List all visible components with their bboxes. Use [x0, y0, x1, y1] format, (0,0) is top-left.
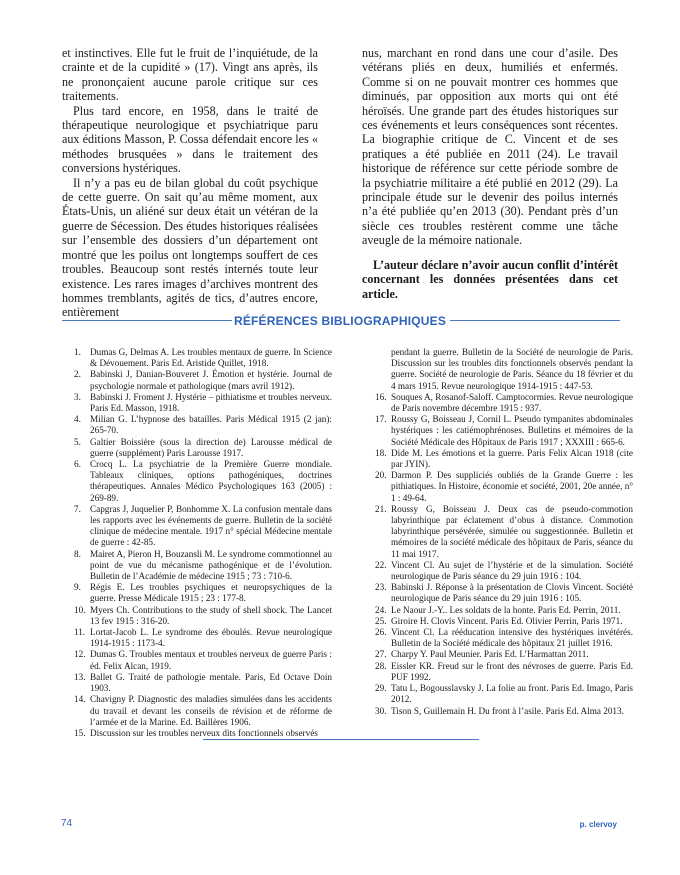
- bottom-rule: [203, 739, 479, 740]
- reference-number: 21.: [375, 503, 387, 514]
- reference-number: 15.: [74, 727, 86, 738]
- reference-number: 9.: [74, 582, 81, 593]
- body-paragraph: Il n’y a pas eu de bilan global du coût psychique de cette guerre. On sait qu’au même moment, aux États-Unis, un aliéné sur deux était un vétéran de la guerre de Sécession. Des études historiques réalisées sur l’ensemble des dossiers d’un département ont montré que les poilus ont longtemps souffert de ces troubles. Beaucoup sont restés internés toute leur existence. Les rares images d’archives montrent des hommes tremblants, agités de tics, d’autres encore, entièrement: [62, 175, 318, 320]
- page-number: 74: [61, 818, 73, 829]
- reference-text: Charpy Y. Paul Meunier. Paris Ed. L’Harmattan 2011.: [391, 649, 589, 660]
- reference-item: [74, 437, 332, 459]
- reference-number: 1.: [74, 347, 81, 357]
- body-column-right: [362, 46, 618, 301]
- references-list-right: [375, 347, 633, 717]
- reference-text: Vincent Cl. Au sujet de l’hystérie et de la simulation. Société neurologique de Paris séance du 29 juin 1916 : 104.: [391, 559, 633, 582]
- reference-number: 22.: [375, 559, 387, 570]
- reference-text: Chavigny P. Diagnostic des maladies simulées dans les accidents du travail et devant les conseils de révision et de réforme de l’armée et de la Marine. Ed. Baillères 1906.: [90, 694, 332, 727]
- reference-item: [74, 459, 332, 504]
- reference-number: 18.: [375, 447, 387, 458]
- reference-number: 7.: [74, 503, 81, 514]
- reference-number: 25.: [375, 615, 387, 626]
- reference-number: 26.: [375, 627, 387, 638]
- reference-number: 23.: [375, 582, 387, 593]
- heading-rule-right: [450, 320, 620, 321]
- reference-item: [74, 672, 332, 694]
- reference-text: Babinski J. Froment J. Hystérie – pithiatisme et troubles nerveux. Paris Ed. Masson, 1918.: [90, 391, 332, 414]
- conflict-of-interest-statement: L’auteur déclare n’avoir aucun conflit d’intérêt concernant les données présentées dans cet article.: [362, 257, 618, 301]
- reference-text: Babinski J. Réponse à la présentation de Clovis Vincent. Société neurologique de Paris séance du 29 juin 1916 : 105.: [391, 582, 633, 604]
- reference-text: Discussion sur les troubles nerveux dits fonctionnels observés: [90, 727, 318, 738]
- reference-item: [74, 414, 332, 436]
- running-author: p. clervoy: [579, 820, 617, 829]
- body-paragraph: Plus tard encore, en 1958, dans le traité de thérapeutique neurologique et psychiatrique paru aux éditions Masson, P. Cossa défendait encore les « méthodes brusquées » dans le traitement des conversions hystériques.: [62, 103, 318, 176]
- reference-number: 6.: [74, 459, 81, 470]
- reference-text: Myers Ch. Contributions to the study of shell shock. The Lancet 13 fev 1915 : 316-20.: [90, 604, 332, 626]
- reference-text: Dide M. Les émotions et la guerre. Paris Felix Alcan 1918 (cite par JYIN).: [391, 447, 633, 470]
- reference-number: 30.: [375, 705, 387, 716]
- reference-number: 24.: [375, 604, 387, 615]
- reference-text: Ballet G. Traité de pathologie mentale. Paris, Ed Octave Doin 1903.: [90, 671, 332, 694]
- reference-item: [74, 694, 332, 728]
- reference-item: [375, 582, 633, 604]
- reference-text: Dumas G, Delmas A. Les troubles mentaux de guerre. In Science & Dévouement. Paris Ed. Aristide Quillet, 1918.: [90, 347, 332, 369]
- reference-item: [74, 392, 332, 414]
- reference-text: Milian G. L’hypnose des batailles. Paris Médical 1915 (2 jan): 265-70.: [90, 414, 332, 436]
- reference-number: 17.: [375, 414, 387, 425]
- reference-item: [375, 627, 633, 649]
- reference-text: Roussy G, Boisseau J, Cornil L. Pseudo tympanites abdominales hystériques : les catiémophrénoses. Bulletins et mémoires de la Société Médicale des Hôpitaux de Paris 1917 ; XXXIII : 665-6.: [391, 414, 633, 447]
- reference-item: [375, 661, 633, 683]
- reference-number: 3.: [74, 391, 81, 402]
- reference-number: 28.: [375, 660, 387, 671]
- reference-number: 10.: [74, 604, 86, 615]
- body-paragraph: et instinctives. Elle fut le fruit de l’inquiétude, de la crainte et de la cupidité » (17). Vingt ans après, ils ne prononçaient aucune parole critique sur ces traitements.: [62, 46, 318, 104]
- reference-item: [74, 347, 332, 369]
- reference-item: [375, 683, 633, 705]
- reference-item: [375, 504, 633, 560]
- reference-item: [74, 504, 332, 549]
- reference-item: [74, 627, 332, 649]
- reference-item: [375, 414, 633, 448]
- reference-text: Capgras J, Juquelier P, Bonhomme X. La confusion mentale dans les rapports avec les événements de guerre. Bulletin de la société clinique de médecine mentale. 1917 n° spécial Médecine mentale de guerre : 42-85.: [90, 503, 332, 548]
- reference-number: 12.: [74, 649, 86, 660]
- reference-number: 5.: [74, 436, 81, 447]
- reference-item: [74, 649, 332, 671]
- reference-item: [74, 728, 332, 739]
- reference-item: [375, 560, 633, 582]
- reference-number: 20.: [375, 470, 387, 481]
- body-column-left: [62, 46, 318, 320]
- reference-text: Souques A, Rosanof-Saloff. Camptocormies. Revue neurologique de Paris novembre décembre 1915 : 937.: [391, 391, 633, 414]
- reference-item: [375, 649, 633, 660]
- reference-number: 27.: [375, 649, 387, 660]
- reference-continuation: pendant la guerre. Bulletin de la Société de neurologie de Paris. Discussion sur les troubles dits fonctionnels observés pendant la guerre. Société de neurologie de Paris. Séance du 18 février et du 4 mars 1915. Revue neurologique 1914-1915 : 447-53.: [391, 347, 633, 391]
- reference-item: [74, 582, 332, 604]
- reference-number: 8.: [74, 548, 81, 559]
- reference-item: [74, 369, 332, 391]
- reference-number: 14.: [74, 694, 86, 705]
- reference-item: [375, 392, 633, 414]
- reference-text: Dumas G. Troubles mentaux et troubles nerveux de guerre Paris : éd. Felix Alcan, 1919.: [90, 649, 332, 671]
- reference-item: [375, 616, 633, 627]
- reference-text: Tison S, Guillemain H. Du front à l’asile. Paris Ed. Alma 2013.: [391, 705, 624, 716]
- reference-item: [375, 448, 633, 470]
- reference-text: Tatu L, Bogousslavsky J. La folie au front. Paris Ed. Imago, Paris 2012.: [391, 683, 633, 705]
- reference-number: 11.: [74, 627, 86, 638]
- reference-text: Le Naour J.-Y.. Les soldats de la honte. Paris Ed. Perrin, 2011.: [391, 604, 621, 615]
- body-paragraph: nus, marchant en rond dans une cour d’asile. Des vétérans pliés en deux, humiliés et enfermés. Comme si on ne pouvait montrer ces hommes que diminués, par opposition aux morts qui ont été héroïsés. Une grande part des études historiques sur ces événements et leurs conséquences sont récentes. La biographie critique de C. Vincent et de ses pratiques a été publiée en 2011 (24). Le travail historique de référence sur cette période sombre de la psychiatrie militaire a été publié en 2012 (29). La principale étude sur le devenir des poilus internés n’a été publiée qu’en 2013 (30). Pendant près d’un siècle ces troubles restèrent comme une tâche aveugle de la mémoire nationale.: [362, 46, 618, 248]
- reference-number: 13.: [74, 671, 86, 682]
- reference-item: [74, 549, 332, 583]
- reference-text: Lortat-Jacob L. Le syndrome des éboulés. Revue neurologique 1914-1915 : 1173-4.: [90, 627, 332, 649]
- references-list-left: [74, 347, 332, 739]
- reference-item: [375, 706, 633, 717]
- reference-text: Régis E. Les troubles psychiques et neuropsychiques de la guerre. Presse Médicale 1915 ; 23 : 177-8.: [90, 582, 332, 604]
- reference-item: [375, 470, 633, 504]
- reference-text: Vincent Cl. La rééducation intensive des hystériques invétérés. Bulletin de la Société médicale des hôpitaux 21 juillet 1916.: [391, 627, 633, 649]
- reference-number: 4.: [74, 414, 81, 425]
- reference-text: Mairet A, Pieron H, Bouzansli M. Le syndrome commotionnel au point de vue du mécanisme pathogénique et de l’évolution. Bulletin de l’Académie de médecine 1915 ; 73 : 710-6.: [90, 548, 332, 582]
- reference-text: Babinski J, Danian-Bouveret J. Émotion et hystérie. Journal de psychologie normale et pathologique (mars avril 1912).: [90, 369, 332, 391]
- reference-text: Darmon P. Des suppliciés oubliés de la Grande Guerre : les pithiatiques. In Histoire, économie et société, 2001, 20e année, n° 1 : 49-64.: [391, 470, 633, 503]
- reference-text: Giroire H. Clovis Vincent. Paris Ed. Olivier Perrin, Paris 1971.: [391, 615, 623, 626]
- references-heading: RÉFÉRENCES BIBLIOGRAPHIQUES: [233, 314, 447, 328]
- reference-number: 16.: [375, 391, 387, 402]
- reference-text: Crocq L. La psychiatrie de la Première Guerre mondiale. Tableaux cliniques, options pathogéniques, doctrines thérapeutiques. Annales Médico Psychologiques 163 (2005) : 269-89.: [90, 459, 332, 503]
- reference-item: [74, 605, 332, 627]
- reference-text: Roussy G, Boisseau J. Deux cas de pseudo-commotion labyrinthique par éclatement d’obus à distance. Commotion labyrinthique persévérée, simulée ou suggestionnée. Bulletin et mémoires de la société médicale des hôpitaux de Paris, séance du 11 mai 1917.: [391, 503, 633, 559]
- reference-text: Eissler KR. Freud sur le front des névroses de guerre. Paris Ed. PUF 1992.: [391, 660, 633, 682]
- reference-number: 2.: [74, 369, 81, 380]
- reference-number: 29.: [375, 683, 387, 694]
- reference-item: [375, 605, 633, 616]
- reference-text: Galtier Boissière (sous la direction de) Larousse médical de guerre (supplément) Paris Larousse 1917.: [90, 436, 332, 458]
